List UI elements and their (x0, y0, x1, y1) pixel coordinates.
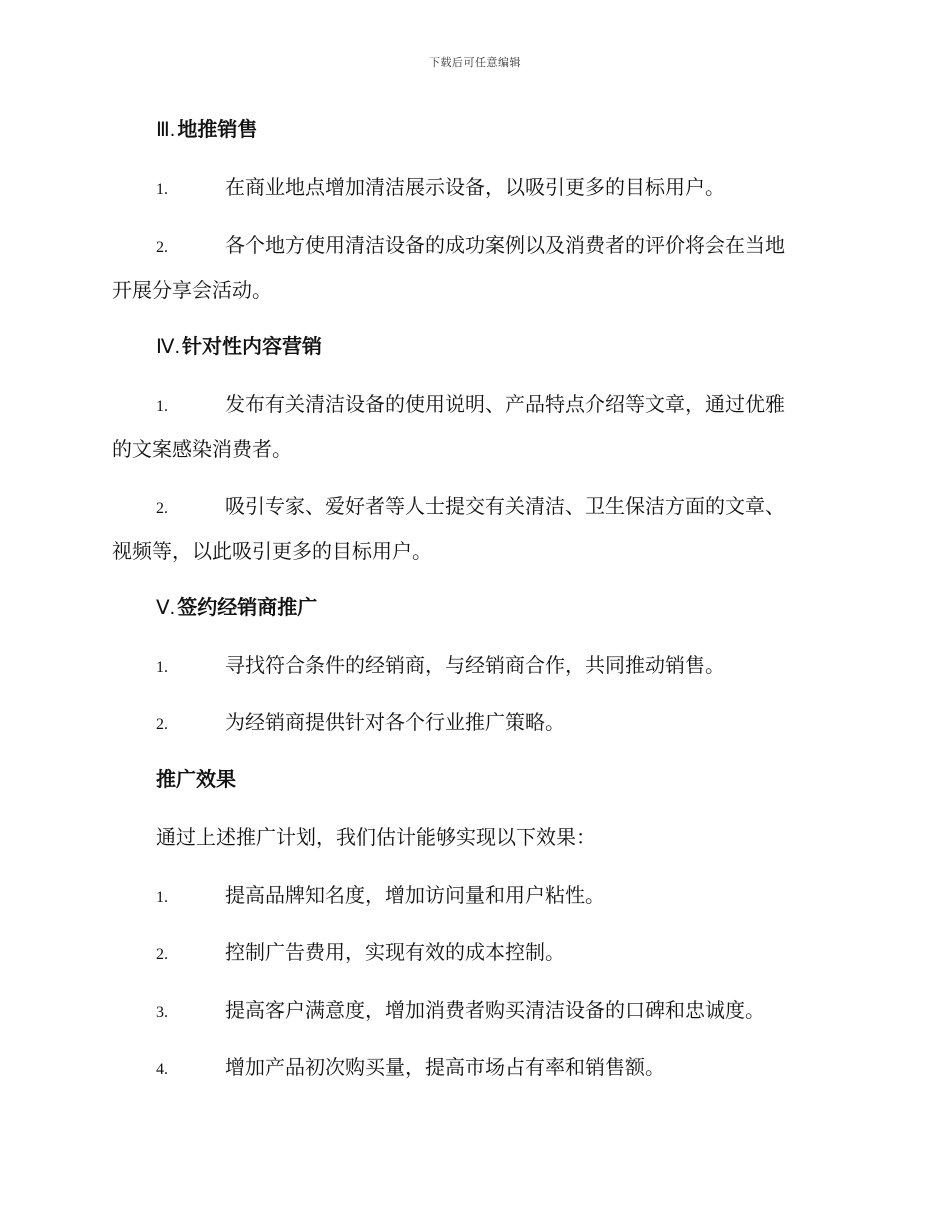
list-item-text: 增加产品初次购买量，提高市场占有率和销售额。 (225, 1055, 665, 1079)
list-item-text-continued: 视频等，以此吸引更多的目标用户。 (112, 539, 432, 563)
list-item-text-continued: 的文案感染消费者。 (112, 437, 292, 461)
list-item-number: 1. (156, 181, 168, 198)
list-item-text: 控制广告费用，实现有效的成本控制。 (225, 940, 565, 964)
section-heading-iv (156, 331, 322, 362)
list-item-text: 提高客户满意度，增加消费者购买清洁设备的口碑和忠诚度。 (225, 998, 765, 1022)
section-number: Ⅳ. (156, 336, 181, 358)
effects-title: 推广效果 (156, 767, 236, 791)
list-item-number: 2. (156, 946, 168, 963)
effects-intro: 通过上述推广计划，我们估计能够实现以下效果： (156, 825, 596, 849)
list-item-number: 1. (156, 398, 168, 415)
list-item-text: 提高品牌知名度，增加访问量和用户粘性。 (225, 883, 605, 907)
list-item-number: 2. (156, 716, 168, 733)
list-item-number: 3. (156, 1004, 168, 1021)
list-item-text: 寻找符合条件的经销商，与经销商合作，共同推动销售。 (225, 653, 725, 677)
list-item-text-continued: 开展分享会活动。 (112, 278, 272, 302)
list-item-text: 在商业地点增加清洁展示设备，以吸引更多的目标用户。 (225, 175, 725, 199)
list-item-number: 2. (156, 239, 168, 256)
section-number: Ⅴ. (156, 597, 176, 619)
list-item-number: 4. (156, 1061, 168, 1078)
section-title: 针对性内容营销 (182, 334, 323, 358)
list-item-text: 吸引专家、爱好者等人士提交有关清洁、卫生保洁方面的文章、 (225, 494, 785, 518)
list-item-number: 1. (156, 889, 168, 906)
section-number: Ⅲ. (156, 119, 176, 141)
list-item-text: 发布有关清洁设备的使用说明、产品特点介绍等文章，通过优雅 (225, 392, 785, 416)
list-item-text: 为经销商提供针对各个行业推广策略。 (225, 710, 565, 734)
list-item-number: 1. (156, 659, 168, 676)
section-title: 地推销售 (177, 117, 258, 141)
effects-heading (156, 764, 236, 794)
list-item-text: 各个地方使用清洁设备的成功案例以及消费者的评价将会在当地 (225, 233, 785, 257)
header-note: 下载后可任意编辑 (429, 56, 521, 69)
section-heading-v (156, 592, 317, 623)
section-heading-iii (156, 114, 257, 145)
list-item-number: 2. (156, 500, 168, 517)
section-title: 签约经销商推广 (177, 595, 318, 619)
